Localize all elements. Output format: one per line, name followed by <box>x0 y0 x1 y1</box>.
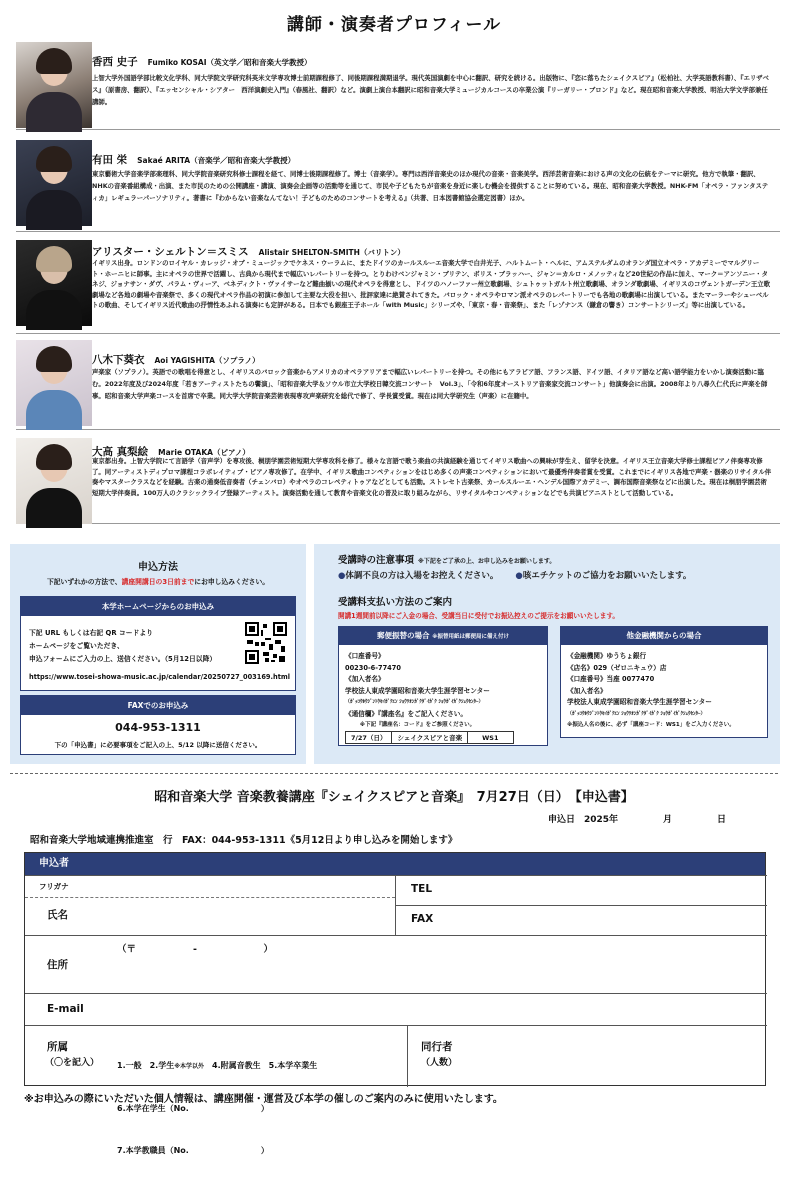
profile-photo <box>16 140 92 226</box>
form-rule <box>25 897 395 898</box>
web-apply-header: 本学ホームページからのお申込み <box>21 597 295 616</box>
profile-photo <box>16 340 92 426</box>
application-title: 昭和音楽大学 音楽教養講座『シェイクスピアと音楽』 7月27日（日） 【申込書】 <box>154 790 634 805</box>
form-rule <box>395 905 767 906</box>
profile-yagishita <box>16 340 780 430</box>
qr-code-icon[interactable] <box>245 622 287 664</box>
name-label: 氏名 <box>47 909 68 921</box>
profile-name: 八木下葵衣 <box>92 354 145 366</box>
address-label: 住所 <box>47 959 68 971</box>
bullet-icon: ● <box>515 571 523 581</box>
postal-details: 《口座番号》 00230-6-77470 《加入者名》 学校法人東成学園昭和音楽大学生涯学習センター （ｶﾞｯｺｳﾎｳｼﾞﾝﾄｳｾｲｶﾞｸｴﾝ ｼｮｳﾜｵﾝｶﾞｸﾀﾞｲｶﾞｸ ｼｮｳｶﾞｲｶﾞｸｼｭｳｾﾝﾀｰ） 《通信欄》『講座名』をご記入ください。 ※下記『講座名：コード』をご参照ください。 <box>345 652 490 728</box>
furigana-label: フリガナ <box>39 882 69 891</box>
form-rule <box>25 875 767 876</box>
affiliation-options[interactable]: 1.一般 2.学生※本学以外 4.附属音教生 5.本学卒業生 6.本学在学生（No. ） 7.本学教職員（No. ） <box>117 1061 318 1155</box>
companions-label: 同行者 <box>421 1041 453 1053</box>
bank-transfer-box <box>560 626 768 738</box>
table-row <box>346 732 514 744</box>
notes-panel <box>314 544 780 764</box>
profile-name-en: Fumiko KOSAI（英文学／昭和音楽大学教授） <box>147 58 312 67</box>
bullet-icon: ● <box>338 571 346 581</box>
affiliation-label: 所属 <box>47 1041 68 1053</box>
zip-field[interactable]: （〒 - ） <box>117 944 273 955</box>
affiliation-note: （〇を記入） <box>45 1058 100 1068</box>
fax-note: 下の「申込書」に必要事項をご記入の上、5/12 以降に送信ください。 <box>54 741 262 749</box>
profile-otaka <box>16 438 780 524</box>
web-apply-text: 下記 URL もしくは右記 QR コードより ホームページをご覧いただき、 申込フォームにご入力の上、送信ください。（5月12日以降） <box>29 629 217 663</box>
fax-number: 044-953-1311 <box>115 721 201 734</box>
profile-photo <box>16 240 92 326</box>
cut-line <box>10 773 778 774</box>
profile-bio: 声楽家（ソプラノ）。英語での歌唱を得意とし、イギリスのバロック音楽からアメリカのオペラアリアまで幅広いレパートリーを持つ。その他にもアラビア語、フランス語、ドイツ語、イタリア語など高い語学能力をいかし演奏活動に臨む。2022年度及び2024年度「若きアーティストたちの饗演」、「昭和音楽大学＆ソウル市立大学校日韓交流コンサート Vol.3」、「令和6年度オーストリア音楽家交流コンサート」他演奏会に出演。2008年より八尋久仁代氏に声楽を師事。昭和音楽大学声楽コースを首席で卒業。同大学大学院音楽芸術表現専攻声楽研究を総代で修了、学長賞受賞。現在は同大学研究生（声楽）に在籍中。 <box>92 368 768 400</box>
profile-arita <box>16 140 780 232</box>
payment-title: 受講料支払い方法のご案内 <box>338 597 453 608</box>
notes-items: ●体調不良の方は入場をお控えください。 ●咳エチケットのご協力をお願いいたします。 <box>338 571 692 581</box>
profile-bio: 上智大学外国語学部比較文化学科、同大学院文学研究科英米文学専攻博士前期課程修了、同後期課程満期退学。現代英国演劇を中心に翻訳、研究を続ける。出版物に、『恋に落ちたシェイクスピア』（松柏社、大学英語教科書）、『エリザベス』（原書房、翻訳）、『エッセンシャル・シアター 西洋演劇史入門』（春風社、翻訳）など。演劇上演台本翻訳に昭和音楽大学ミュージカルコースの卒業公演『リーガリー・ブロンド』など。現在昭和音楽大学教授、明治大学文学部兼任講師。 <box>92 74 769 106</box>
postal-header: 郵便振替の場合 ※振替用紙は郵便局に備え付け <box>339 627 547 645</box>
profile-name: アリスター・シェルトン＝スミス <box>92 246 249 258</box>
fax-apply-box <box>20 695 296 755</box>
profile-shelton-smith <box>16 240 780 334</box>
companions-sub: （人数） <box>421 1058 458 1068</box>
application-destination: 昭和音楽大学地域連携推進室 行 FAX：044-953-1311《5月12日より申し込みを開始します》 <box>30 835 458 846</box>
course-code-table <box>345 731 514 744</box>
profile-bio: 東京藝術大学音楽学部楽理科、同大学院音楽研究科修士課程を経て、同博士後期課程修了。博士（音楽学）。専門は西洋音楽史のほか現代の音楽・音楽美学。西洋芸術音楽における声の文化の伝統をテーマに研究。他方で執筆・翻訳、NHKの音楽番組構成・出演、また市民のための公開講座・講演、演奏会企画等の活動等を通じて、市民や子どもたちが音楽を身近に楽しむ機会を提供することに努めている。現在、昭和音楽大学教授。NHK-FM「オペラ・ファンタスティカ」レギュラーパーソナリティ。著書に『わからない音楽なんてない！子どものためのコンサートを考える』（共著、日本図書館協会選定図書）ほか。 <box>92 170 769 202</box>
tel-label: TEL <box>411 883 433 895</box>
page-title: 講師・演奏者プロフィール <box>286 15 502 35</box>
web-apply-box <box>20 596 296 691</box>
profile-name-en: Marie OTAKA（ピアノ） <box>158 448 250 457</box>
course-code: WS1 <box>468 732 513 744</box>
postal-transfer-box <box>338 626 548 746</box>
profile-bio: 東京都出身。上智大学院にて言語学（音声学）を専攻後、桐朋学園芸術短期大学専攻科を修了。様々な言語で歌う楽曲の共演経験を通じてイギリス歌曲への興味が芽生え、留学を決意。イギリス王立音楽大学修士課程ピアノ伴奏専攻修了。同アーティストディプロマ課程コラボレイティブ・ピアノ専攻修了。在学中、イギリス歌曲コンペティションをはじめ多くの声楽コンペティションにおいて最優秀伴奏者賞を受賞。これまでにイギリス各地で声楽・器楽のリサイタル伴奏やマスタークラスなどを経験。古楽の通奏低音奏者（チェンバロ）やオペラのコレペティトゥアなどとしても活動。ストレセト古楽祭、カールスルーエ・ヘンデル国際アカデミー、調布国際音楽祭などに出演した。現在は桐朋学園芸術短期大学伴奏員。100万人のクラシックライブ登録アーティスト。演奏活動を通して教育や音楽文化の普及に取り組みながら、リサイタルやコンペティションなどでも共演ピアニストとして活動している。 <box>92 457 772 497</box>
profile-name: 大高 真梨絵 <box>92 446 149 458</box>
profile-name: 有田 栄 <box>92 154 128 166</box>
profile-name-en: Alistair SHELTON-SMITH（バリトン） <box>258 248 405 257</box>
profile-name-en: Aoi YAGISHITA（ソプラノ） <box>154 356 260 365</box>
apply-title: 申込方法 <box>138 562 178 573</box>
fax-apply-header: FAXでのお申込み <box>21 696 295 715</box>
email-label: E-mail <box>47 1003 84 1015</box>
form-rule <box>25 993 767 994</box>
profile-name-en: Sakaé ARITA（音楽学／昭和音楽大学教授） <box>137 156 296 165</box>
profile-photo <box>16 42 92 128</box>
web-apply-url[interactable]: https://www.tosei-showa-music.ac.jp/calendar/20250727_003169.html <box>29 673 290 681</box>
bank-details: 《金融機関》ゆうちょ銀行 《店名》029（ゼロニキュウ）店 《口座番号》当座 0077470 《加入者名》 学校法人東成学園昭和音楽大学生涯学習センター （ｶﾞｯｺｳﾎｳｼﾞﾝﾄｳｾｲｶﾞｸｴﾝ ｼｮｳﾜｵﾝｶﾞｸﾀﾞｲｶﾞｸ ｼｮｳｶﾞｲｶﾞｸｼｭｳｾﾝﾀｰ） ※振込人名の後に、必ず「講座コード：WS1」をご入力ください。 <box>567 652 735 728</box>
profile-bio: イギリス出身。ロンドンのロイヤル・カレッジ・オブ・ミュージックでケネス・ウーラムに、またドイツのカールスルーエ音楽大学で白井光子、ハルトムート・ヘルに、アムステルダムのオランダ国立オペラ・アカデミーでマルグリート・ホーニヒに師事。主にオペラの世界で活躍し、古典から現代まで幅広いレパートリーを持つ。とりわけベンジャミン・ブリテン、ボリス・ブラッハー、ジャン＝カルロ・メノッティなど20世紀の作品に加え、マーク＝アンソニー・タネジ、ジョナサン・ダヴ、パラム・ヴィーア、ベネディクト・ヴァイサーなど難曲揃いの現代オペラを得意とし、ドイツのハノーファー州立歌劇場、シュトゥットガルト州立歌劇場、オランダ歌劇場、イギリスのコヴェントガーデン王立歌劇場など各地の劇場や音楽祭で、多くの現代オペラ作品の初演に参加して主要な大役を担い、批評家達に絶賛されてきた。バロック・オペラやロマン派オペラのレパートリーでも各地の歌劇場に出演している。またマーラーやシューベルトの歌曲、そしてイギリス近代歌曲の抒情性あふれる演奏にも定評がある。日本でも銀座王子ホール「with Music」シリーズや、「東京・春・音楽祭」、また「レゾナンス（鎌倉の響き）コンサートシリーズ」等に出演している。 <box>92 259 771 309</box>
application-date[interactable]: 申込日 2025年 月 日 <box>548 815 727 825</box>
apply-panel <box>10 544 306 764</box>
privacy-note: ※お申込みの際にいただいた個人情報は、講座開催・運営及び本学の催しのご案内のみに使用いたします。 <box>24 1094 503 1105</box>
form-rule <box>25 1025 767 1026</box>
profile-kosai <box>16 42 780 130</box>
course-name: シェイクスピアと音楽 <box>392 732 468 744</box>
bank-header: 他金融機関からの場合 <box>561 627 767 645</box>
profile-photo <box>16 438 92 524</box>
fax-label: FAX <box>411 913 434 925</box>
payment-warning: 開講1週間前以降にご入金の場合、受講当日に受付でお振込控えのご提示をお願いいたします。 <box>338 612 619 620</box>
notes-title: 受講時の注意事項 ※下記をご了承の上、お申し込みをお願いします。 <box>338 555 556 566</box>
course-date: 7/27（日） <box>346 732 392 744</box>
form-rule <box>25 935 767 936</box>
profile-name: 香西 史子 <box>92 56 138 68</box>
form-header: 申込者 <box>25 853 765 875</box>
form-rule <box>407 1025 408 1087</box>
apply-subtitle: 下記いずれかの方法で、講座開講日の3日前までにお申し込みください。 <box>46 578 270 586</box>
